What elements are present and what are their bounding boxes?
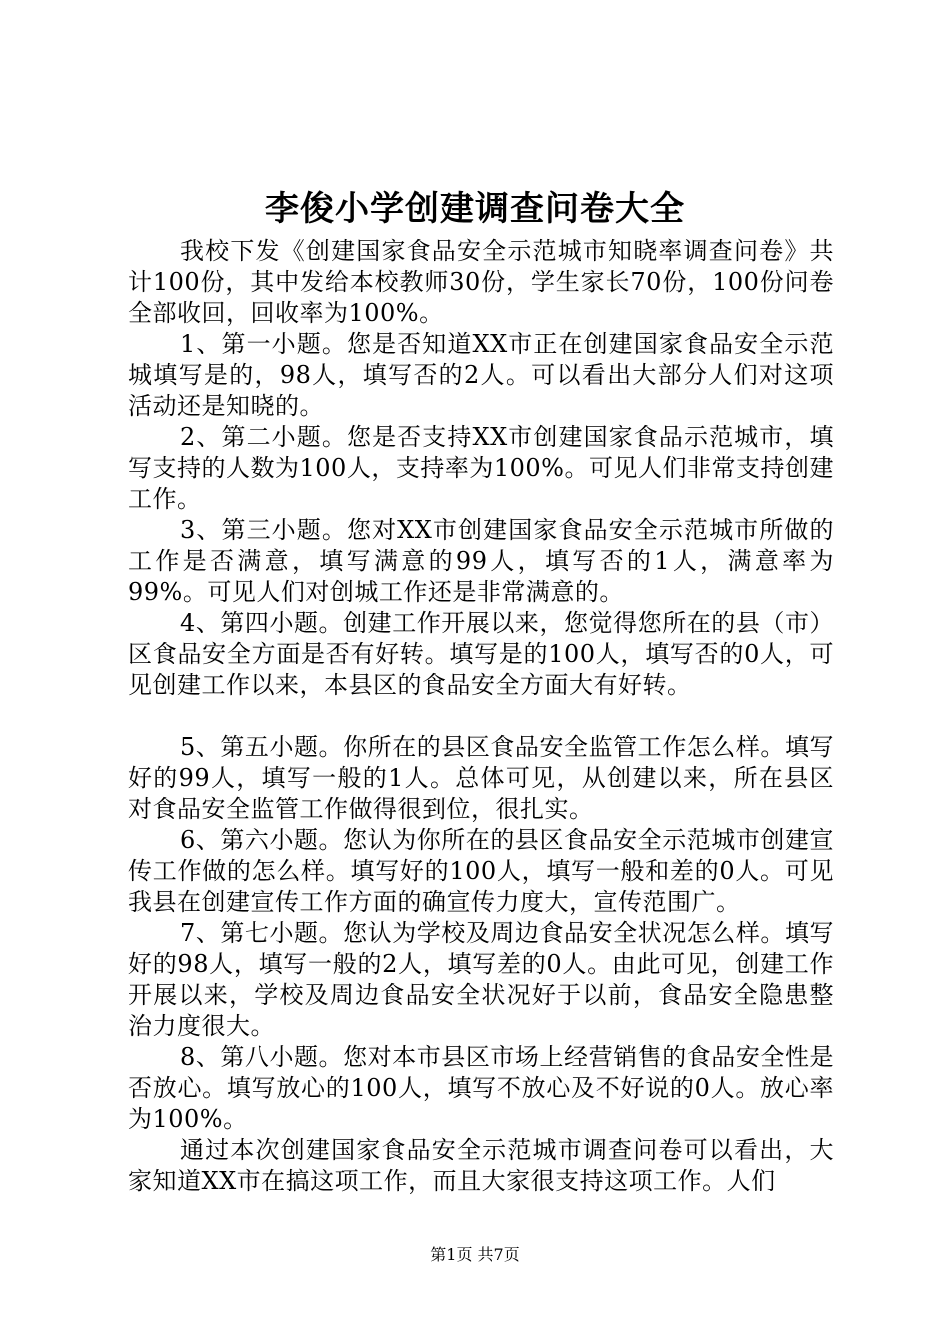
paragraph-conclusion: 通过本次创建国家食品安全示范城市调查问卷可以看出，大家知道XX市在搞这项工作，而且大家很支持这项工作。人们	[128, 1136, 834, 1195]
paragraph-q7: 7、第七小题。您认为学校及周边食品安全状况怎么样。填写好的98人，填写一般的2人，填写差的0人。由此可见，创建工作开展以来，学校及周边食品安全状况好于以前，食品安全隐患整治力度很大。	[128, 919, 834, 1040]
document-body	[128, 236, 834, 1197]
paragraph-q4: 4、第四小题。创建工作开展以来，您觉得您所在的县（市）区食品安全方面是否有好转。填写是的100人，填写否的0人，可见创建工作以来，本县区的食品安全方面大有好转。	[128, 609, 834, 699]
paragraph-q1: 1、第一小题。您是否知道XX市正在创建国家食品安全示范城填写是的，98人，填写否的2人。可以看出大部分人们对这项活动还是知晓的。	[128, 330, 834, 420]
page-footer: 第1页 共7页	[430, 1245, 520, 1264]
page-title: 李俊小学创建调查问卷大全	[265, 189, 685, 229]
paragraph-q5: 5、第五小题。你所在的县区食品安全监管工作怎么样。填写好的99人，填写一般的1人。总体可见，从创建以来，所在县区对食品安全监管工作做得很到位，很扎实。	[128, 733, 834, 823]
paragraph-q6: 6、第六小题。您认为你所在的县区食品安全示范城市创建宣传工作做的怎么样。填写好的100人，填写一般和差的0人。可见我县在创建宣传工作方面的确宣传力度大，宣传范围广。	[128, 826, 834, 916]
paragraph-q8: 8、第八小题。您对本市县区市场上经营销售的食品安全性是否放心。填写放心的100人，填写不放心及不好说的0人。放心率为100%。	[128, 1043, 834, 1133]
paragraph-intro: 我校下发《创建国家食品安全示范城市知晓率调查问卷》共计100份，其中发给本校教师30份，学生家长70份，100份问卷全部收回，回收率为100%。	[128, 237, 834, 327]
paragraph-q3: 3、第三小题。您对XX市创建国家食品安全示范城市所做的工作是否满意，填写满意的99人，填写否的1人，满意率为99%。可见人们对创城工作还是非常满意的。	[128, 516, 834, 606]
paragraph-q2: 2、第二小题。您是否支持XX市创建国家食品示范城市，填写支持的人数为100人，支持率为100%。可见人们非常支持创建工作。	[128, 423, 834, 513]
